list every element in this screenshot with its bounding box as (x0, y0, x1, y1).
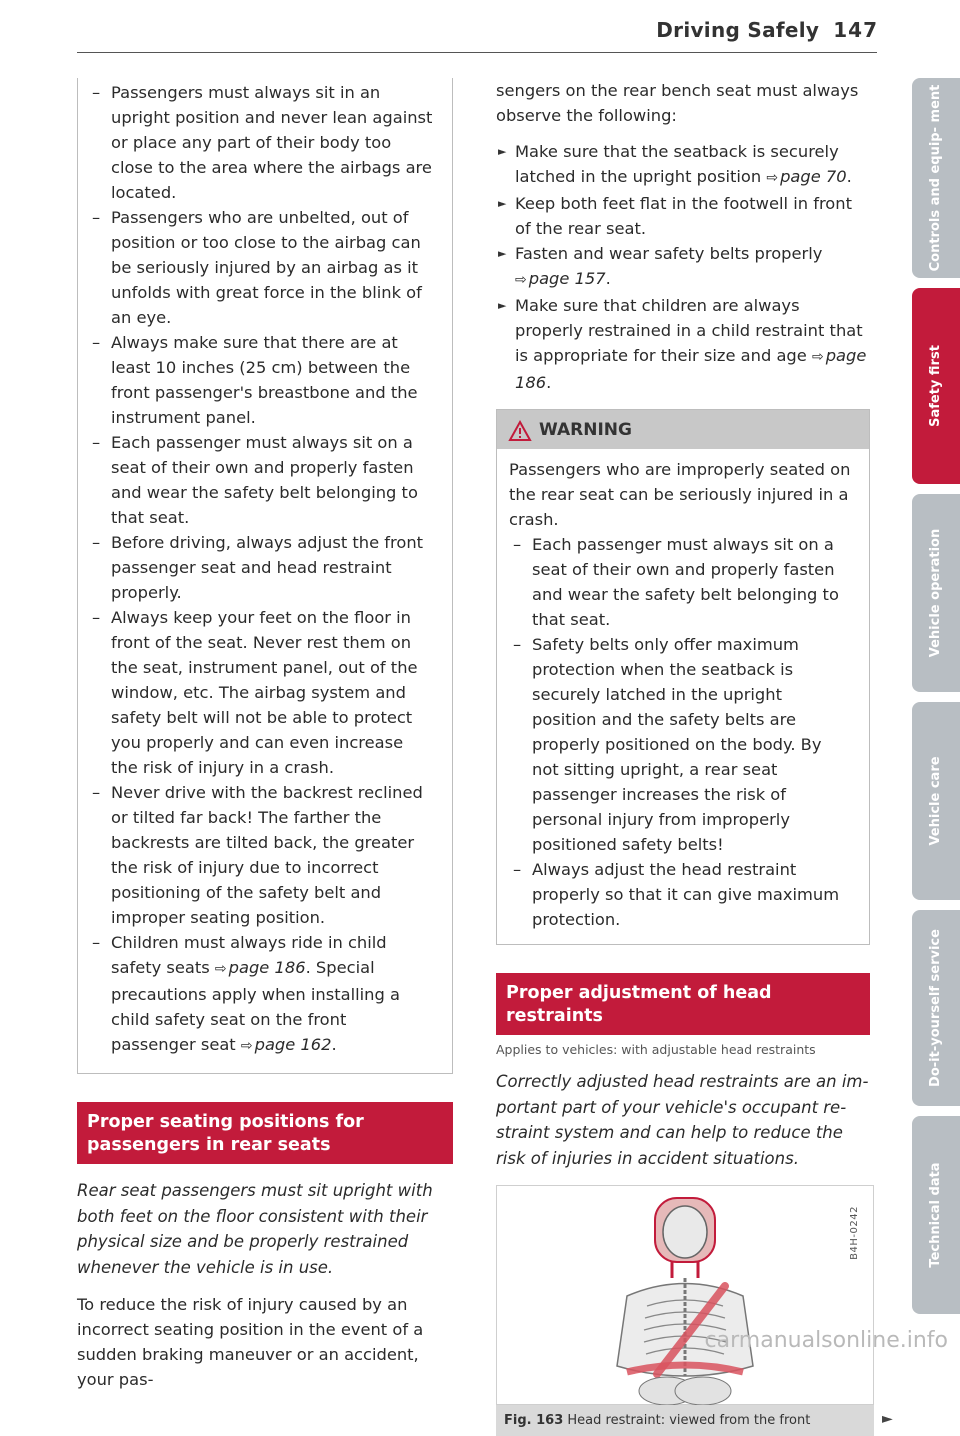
left-column (77, 78, 453, 1392)
warning-header (497, 410, 869, 449)
bullet-item (496, 293, 870, 395)
tab-safety-first[interactable] (912, 288, 960, 484)
figure-caption (496, 1405, 893, 1436)
figure-label: Fig. 163 (504, 1413, 564, 1428)
warning-item: – Safety belts only offer maximum protection when the seatback is securely latched in the upright position and the safety belts are properly positioned on the body. By not sitting upright, a rear seat passenger increases the risk of personal injury from improperly positioned safety belts! (509, 632, 851, 857)
right-column (496, 78, 893, 1436)
bullet-text: Make sure that children are always properly restrained in a child restraint that is appropriate for their size and age (515, 296, 863, 365)
bullet-text: Make sure that the seatback is securely latched in the upright position (515, 142, 839, 186)
warning-continuation-box (77, 78, 453, 1074)
figure-caption-text: Head restraint: viewed from the front (567, 1413, 811, 1428)
warning-intro: Passengers who are improperly seated on the rear seat can be seriously injured in a crash. (509, 460, 851, 529)
page-reference-text: page 157 (528, 269, 606, 288)
figure-code: B4H-0242 (849, 1206, 860, 1260)
warning-item: – Each passenger must always sit on a seat of their own and properly fasten and wear the safety belt belonging to that seat. (509, 532, 851, 632)
tab-do-it-yourself-service[interactable] (912, 910, 960, 1106)
arrow-right-icon: ⇨ (240, 1038, 253, 1054)
tab-label: Vehicle care (928, 756, 943, 846)
arrow-right-icon: ⇨ (515, 272, 527, 288)
arrow-right-icon: ⇨ (214, 961, 227, 977)
section-heading-head-restraints: Proper adjustment of head restraints (496, 973, 870, 1035)
tab-label: Controls and equip- ment (928, 84, 943, 272)
page-reference-link[interactable] (766, 167, 846, 186)
warning-body (497, 449, 869, 944)
page-header (656, 18, 878, 42)
head-restraint-illustration (497, 1186, 873, 1404)
tab-label: Do-it-yourself service (928, 929, 943, 1087)
page-reference-link[interactable] (215, 958, 306, 977)
tab-label: Technical data (928, 1162, 943, 1268)
bullet-item (496, 241, 870, 293)
tab-vehicle-operation[interactable] (912, 494, 960, 692)
punctuation: . (846, 167, 852, 186)
warning-item: – Passengers must always sit in an upright position and never lean against or place any part of their body too close to the area where the airbags are located. (88, 80, 434, 205)
body-paragraph: To reduce the risk of injury caused by an incorrect seating position in the event of a sudden braking maneuver or an accident, your pas- (77, 1295, 424, 1389)
bullet-text: Fasten and wear safety belts properly (515, 244, 823, 263)
page-reference-text: page 186 (515, 346, 867, 392)
tab-technical-data[interactable] (912, 1116, 960, 1314)
page-reference-link[interactable] (241, 1035, 332, 1054)
warning-item: – Each passenger must always sit on a seat of their own and properly fasten and wear the safety belt belonging to that seat. (88, 430, 434, 530)
arrow-right-icon: ⇨ (811, 349, 824, 365)
warning-item: – Before driving, always adjust the front passenger seat and head restraint properly. (88, 530, 434, 605)
page-reference-text: page 70 (780, 167, 847, 186)
applies-to-note: Applies to vehicles: with adjustable head restraints (496, 1042, 816, 1057)
punctuation: . (605, 269, 611, 288)
bullet-item (496, 139, 870, 191)
warning-item: – Never drive with the backrest reclined or tilted far back! The farther the backrests are tilted back, the greater the risk of injury due to incorrect positioning of the safety belt and improper seating position. (88, 780, 434, 930)
section-intro: Rear seat passengers must sit upright with both feet on the floor consistent with their physical size and be properly restrained whenever the vehicle is in use. (77, 1181, 433, 1277)
punctuation: . (331, 1035, 337, 1054)
warning-title: WARNING (539, 420, 632, 440)
tab-vehicle-care[interactable] (912, 702, 960, 900)
bullet-item: ► Keep both feet flat in the footwell in front of the rear seat. (496, 191, 870, 241)
tab-controls-and-equipment[interactable] (912, 78, 960, 278)
warning-box (496, 409, 870, 945)
tab-label: Vehicle operation (928, 528, 943, 658)
bullet-list (496, 139, 870, 395)
page-reference-text: page 186 (228, 958, 306, 977)
warning-item: – Always adjust the head restraint properly so that it can give maximum protection. (509, 857, 851, 932)
warning-item-text: Children must always ride in child safety seats (111, 933, 387, 977)
warning-item-children (88, 930, 434, 1059)
section-intro: Correctly adjusted head restraints are an important part of your vehicle's occupant restraint system and can help to reduce the risk of injuries in accident situations. (496, 1072, 869, 1168)
page-reference-text: page 162 (254, 1035, 332, 1054)
continued-paragraph: sengers on the rear bench seat must always observe the following: (496, 81, 859, 125)
warning-item-text: . Special precautions apply when installing a child safety seat on the front passenger seat (111, 958, 400, 1054)
continue-arrow-icon: ► (882, 1411, 893, 1427)
page-reference-link[interactable] (515, 269, 606, 288)
arrow-right-icon: ⇨ (766, 170, 779, 186)
header-section-title: Driving Safely (656, 18, 820, 42)
warning-item: – Always make sure that there are at least 10 inches (25 cm) between the front passenger's breastbone and the instrument panel. (88, 330, 434, 430)
watermark: carmanualsonline.info (704, 1328, 948, 1353)
tab-label: Safety first (928, 345, 943, 427)
punctuation: . (546, 373, 552, 392)
figure-head-restraint (496, 1185, 874, 1405)
section-heading-rear-seats: Proper seating positions for passengers in rear seats (77, 1102, 453, 1164)
header-rule (77, 52, 877, 53)
warning-triangle-icon (509, 421, 531, 441)
page-number: 147 (833, 18, 878, 42)
warning-item: – Always keep your feet on the floor in front of the seat. Never rest them on the seat, instrument panel, out of the window, etc. The airbag system and safety belt will not be able to protect you properly and can even increase the risk of injury in a crash. (88, 605, 434, 780)
warning-item: – Passengers who are unbelted, out of position or too close to the airbag can be seriously injured by an airbag as it unfolds with great force in the blink of an eye. (88, 205, 434, 330)
